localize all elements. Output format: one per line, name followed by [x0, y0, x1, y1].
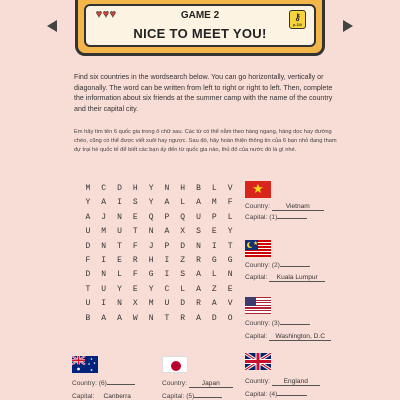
grid-letter[interactable]: A [117, 313, 122, 323]
grid-letter[interactable]: I [211, 241, 217, 251]
grid-letter[interactable]: L [211, 184, 217, 193]
grid-letter[interactable]: T [132, 227, 138, 237]
grid-letter[interactable]: P [164, 212, 170, 222]
grid-letter[interactable]: D [180, 241, 186, 251]
grid-letter[interactable]: M [148, 299, 154, 309]
capital-answer[interactable]: Washington, D.C [269, 333, 331, 341]
grid-letter[interactable]: U [164, 299, 170, 309]
grid-letter[interactable]: N [164, 184, 170, 193]
grid-letter[interactable]: G [148, 270, 154, 280]
friend-4-capital [245, 391, 307, 398]
grid-letter[interactable]: N [101, 270, 107, 280]
grid-letter[interactable]: Q [148, 212, 154, 222]
grid-letter[interactable]: F [227, 198, 233, 208]
grid-letter[interactable]: F [85, 255, 91, 265]
japan-flag-icon [162, 356, 188, 373]
grid-letter[interactable]: G [211, 255, 217, 265]
grid-letter[interactable]: X [180, 227, 186, 237]
capital-label: Capital: [245, 274, 268, 281]
country-label: Country: [245, 378, 270, 385]
game-number: GAME 2 [180, 10, 220, 21]
grid-letter[interactable]: M [211, 198, 217, 208]
grid-letter[interactable]: T [85, 284, 91, 294]
friend-2-country [245, 262, 310, 269]
grid-letter[interactable]: L [211, 270, 217, 280]
grid-letter[interactable]: O [227, 313, 233, 323]
country-answer[interactable]: (3) [271, 320, 280, 327]
grid-letter[interactable]: V [227, 184, 233, 193]
banner-panel [84, 4, 316, 47]
grid-letter[interactable]: S [132, 198, 138, 208]
grid-letter[interactable]: U [85, 299, 91, 309]
key-glyph: ⚷ [294, 12, 301, 22]
country-answer[interactable]: (6) [98, 380, 107, 387]
grid-letter[interactable]: M [85, 184, 91, 193]
grid-letter[interactable]: P [211, 212, 217, 222]
grid-letter[interactable]: A [196, 284, 201, 294]
grid-letter[interactable]: T [117, 241, 122, 251]
grid-letter[interactable]: I [101, 299, 107, 309]
grid-letter[interactable]: N [196, 241, 201, 251]
country-answer[interactable]: (2) [271, 262, 280, 269]
grid-letter[interactable]: N [148, 227, 154, 237]
grid-letter[interactable]: H [180, 184, 186, 193]
friend-1-capital [245, 214, 307, 221]
grid-letter[interactable]: Z [180, 255, 186, 265]
grid-letter[interactable]: Q [180, 212, 186, 222]
friend-2-capital [245, 274, 325, 282]
grid-letter[interactable]: B [85, 313, 91, 323]
grid-letter[interactable]: C [101, 184, 107, 193]
grid-letter[interactable]: T [164, 313, 170, 323]
grid-letter[interactable]: Y [148, 184, 154, 193]
grid-letter[interactable]: H [148, 255, 154, 265]
answer-blank[interactable] [194, 397, 222, 398]
usa-flag-icon [245, 297, 271, 314]
grid-letter[interactable]: I [164, 255, 170, 265]
grid-letter[interactable]: Y [117, 284, 122, 294]
country-label: Country: [245, 320, 270, 327]
vietnam-flag-icon: ★ [245, 181, 271, 198]
country-answer[interactable]: Japan [189, 380, 233, 388]
grid-letter[interactable]: F [132, 270, 138, 280]
country-answer[interactable]: England [272, 378, 320, 386]
grid-letter[interactable]: W [132, 313, 138, 323]
capital-answer[interactable]: Canberra [96, 393, 138, 400]
grid-letter[interactable]: F [132, 241, 138, 251]
grid-letter[interactable]: X [132, 299, 138, 309]
friend-3-capital [245, 333, 331, 341]
grid-letter[interactable]: U [196, 212, 201, 222]
grid-letter[interactable]: N [227, 270, 233, 280]
answer-blank[interactable] [277, 218, 307, 219]
hearts-icon: ♥♥♥ [96, 9, 117, 20]
grid-letter[interactable]: A [164, 227, 170, 237]
wordsearch-grid [80, 183, 238, 324]
instructions-english: Find six countries in the wordsearch below. You can go horizontally, vertically or diagonally. The word can be written from left to right or right to left. Then, complete the information about six friends at the summer camp with the name of the country and their capital city. [74, 73, 333, 113]
capital-label: Capital: [162, 393, 185, 400]
grid-letter[interactable]: L [227, 212, 233, 222]
grid-letter[interactable]: U [117, 227, 122, 237]
country-label: Country: [245, 262, 270, 269]
grid-letter[interactable]: Z [211, 284, 217, 294]
answer-blank[interactable] [280, 324, 310, 325]
grid-letter[interactable]: R [196, 255, 201, 265]
grid-letter[interactable]: J [101, 212, 107, 222]
grid-letter[interactable]: E [132, 212, 138, 222]
friend-1-country [245, 203, 324, 211]
grid-letter[interactable]: U [101, 284, 107, 294]
grid-letter[interactable]: N [148, 313, 154, 323]
page-reference: p.119 [293, 23, 302, 27]
game-title: NICE TO MEET YOU! [133, 26, 267, 41]
instructions-vietnamese: Em hãy tìm tên 6 quốc gia trong ô chữ sau. Các từ có thể nằm theo hàng ngang, hàng dọc hay đường chéo, cũng có thể được viết xuôi hay ngược. Sau đó, hãy hoàn thiện thông tin của 6 bạn nhỏ đang tham dự trại hè quốc tế để biết các bạn ấy đến từ quốc gia nào, thủ đô của nước đó là gì nhé. [74, 129, 337, 153]
grid-letter[interactable]: L [117, 270, 122, 280]
grid-letter[interactable]: D [85, 270, 91, 280]
grid-letter[interactable]: C [164, 284, 170, 294]
grid-letter[interactable]: E [117, 255, 122, 265]
grid-letter[interactable]: L [180, 284, 186, 294]
grid-letter[interactable]: I [117, 198, 122, 208]
capital-answer[interactable]: (5) [186, 393, 195, 400]
grid-letter[interactable]: U [85, 227, 91, 237]
grid-letter[interactable]: B [196, 184, 201, 193]
grid-letter[interactable]: A [101, 198, 107, 208]
grid-letter[interactable]: I [101, 255, 107, 265]
grid-letter[interactable]: N [117, 212, 122, 222]
grid-letter[interactable]: A [211, 299, 217, 309]
australia-flag-icon [72, 356, 98, 373]
grid-letter[interactable]: J [148, 241, 154, 251]
grid-letter[interactable]: A [196, 313, 201, 323]
grid-letter[interactable]: R [132, 255, 138, 265]
grid-letter[interactable]: Y [85, 198, 91, 208]
prev-arrow-icon[interactable] [47, 20, 57, 32]
friend-6-country [72, 380, 135, 387]
grid-letter[interactable]: V [227, 299, 233, 309]
capital-label: Capital: [245, 214, 268, 221]
country-label: Country: [162, 380, 187, 387]
answer-blank[interactable] [277, 395, 307, 396]
grid-letter[interactable]: M [101, 227, 107, 237]
grid-letter[interactable]: A [101, 313, 107, 323]
answer-blank[interactable] [280, 266, 310, 267]
next-arrow-icon[interactable] [343, 20, 353, 32]
capital-label: Capital: [245, 391, 268, 398]
grid-letter[interactable]: Y [148, 198, 154, 208]
friend-6-capital [72, 393, 138, 400]
grid-letter[interactable]: N [117, 299, 122, 309]
grid-letter[interactable]: D [211, 313, 217, 323]
capital-answer[interactable]: Kuala Lumpur [269, 274, 325, 282]
country-label: Country: [245, 203, 270, 210]
friend-4-country [245, 378, 320, 386]
grid-letter[interactable]: I [164, 270, 170, 280]
grid-letter[interactable]: E [211, 227, 217, 237]
grid-letter[interactable]: S [180, 270, 186, 280]
country-label: Country: [72, 380, 97, 387]
game-banner [75, 0, 325, 56]
capital-answer[interactable]: (1) [269, 214, 278, 221]
grid-letter[interactable]: Y [227, 227, 233, 237]
key-icon [289, 10, 306, 29]
grid-letter[interactable]: A [164, 198, 170, 208]
capital-answer[interactable]: (4) [269, 391, 278, 398]
grid-letter[interactable]: R [196, 299, 201, 309]
answer-blank[interactable] [107, 384, 135, 385]
grid-letter[interactable]: Y [148, 284, 154, 294]
grid-letter[interactable]: E [132, 284, 138, 294]
malaysia-flag-icon: ★ [245, 240, 271, 257]
friend-3-country [245, 320, 310, 327]
grid-letter[interactable]: S [196, 227, 201, 237]
grid-letter[interactable]: H [132, 184, 138, 193]
grid-letter[interactable]: R [180, 313, 186, 323]
grid-letter[interactable]: G [227, 255, 233, 265]
grid-letter[interactable]: D [117, 184, 122, 193]
capital-label: Capital: [72, 393, 95, 400]
grid-letter[interactable]: A [196, 198, 201, 208]
grid-letter[interactable]: N [101, 241, 107, 251]
grid-letter[interactable]: A [85, 212, 91, 222]
grid-letter[interactable]: T [227, 241, 233, 251]
grid-letter[interactable]: P [164, 241, 170, 251]
friend-5-capital [162, 393, 222, 400]
grid-letter[interactable]: E [227, 284, 233, 294]
capital-label: Capital: [245, 333, 268, 340]
grid-letter[interactable]: D [180, 299, 186, 309]
friend-5-country [162, 380, 233, 388]
grid-letter[interactable]: D [85, 241, 91, 251]
grid-letter[interactable]: L [180, 198, 186, 208]
country-answer[interactable]: Vietnam [272, 203, 324, 211]
grid-letter[interactable]: A [196, 270, 201, 280]
uk-flag-icon [245, 353, 271, 370]
